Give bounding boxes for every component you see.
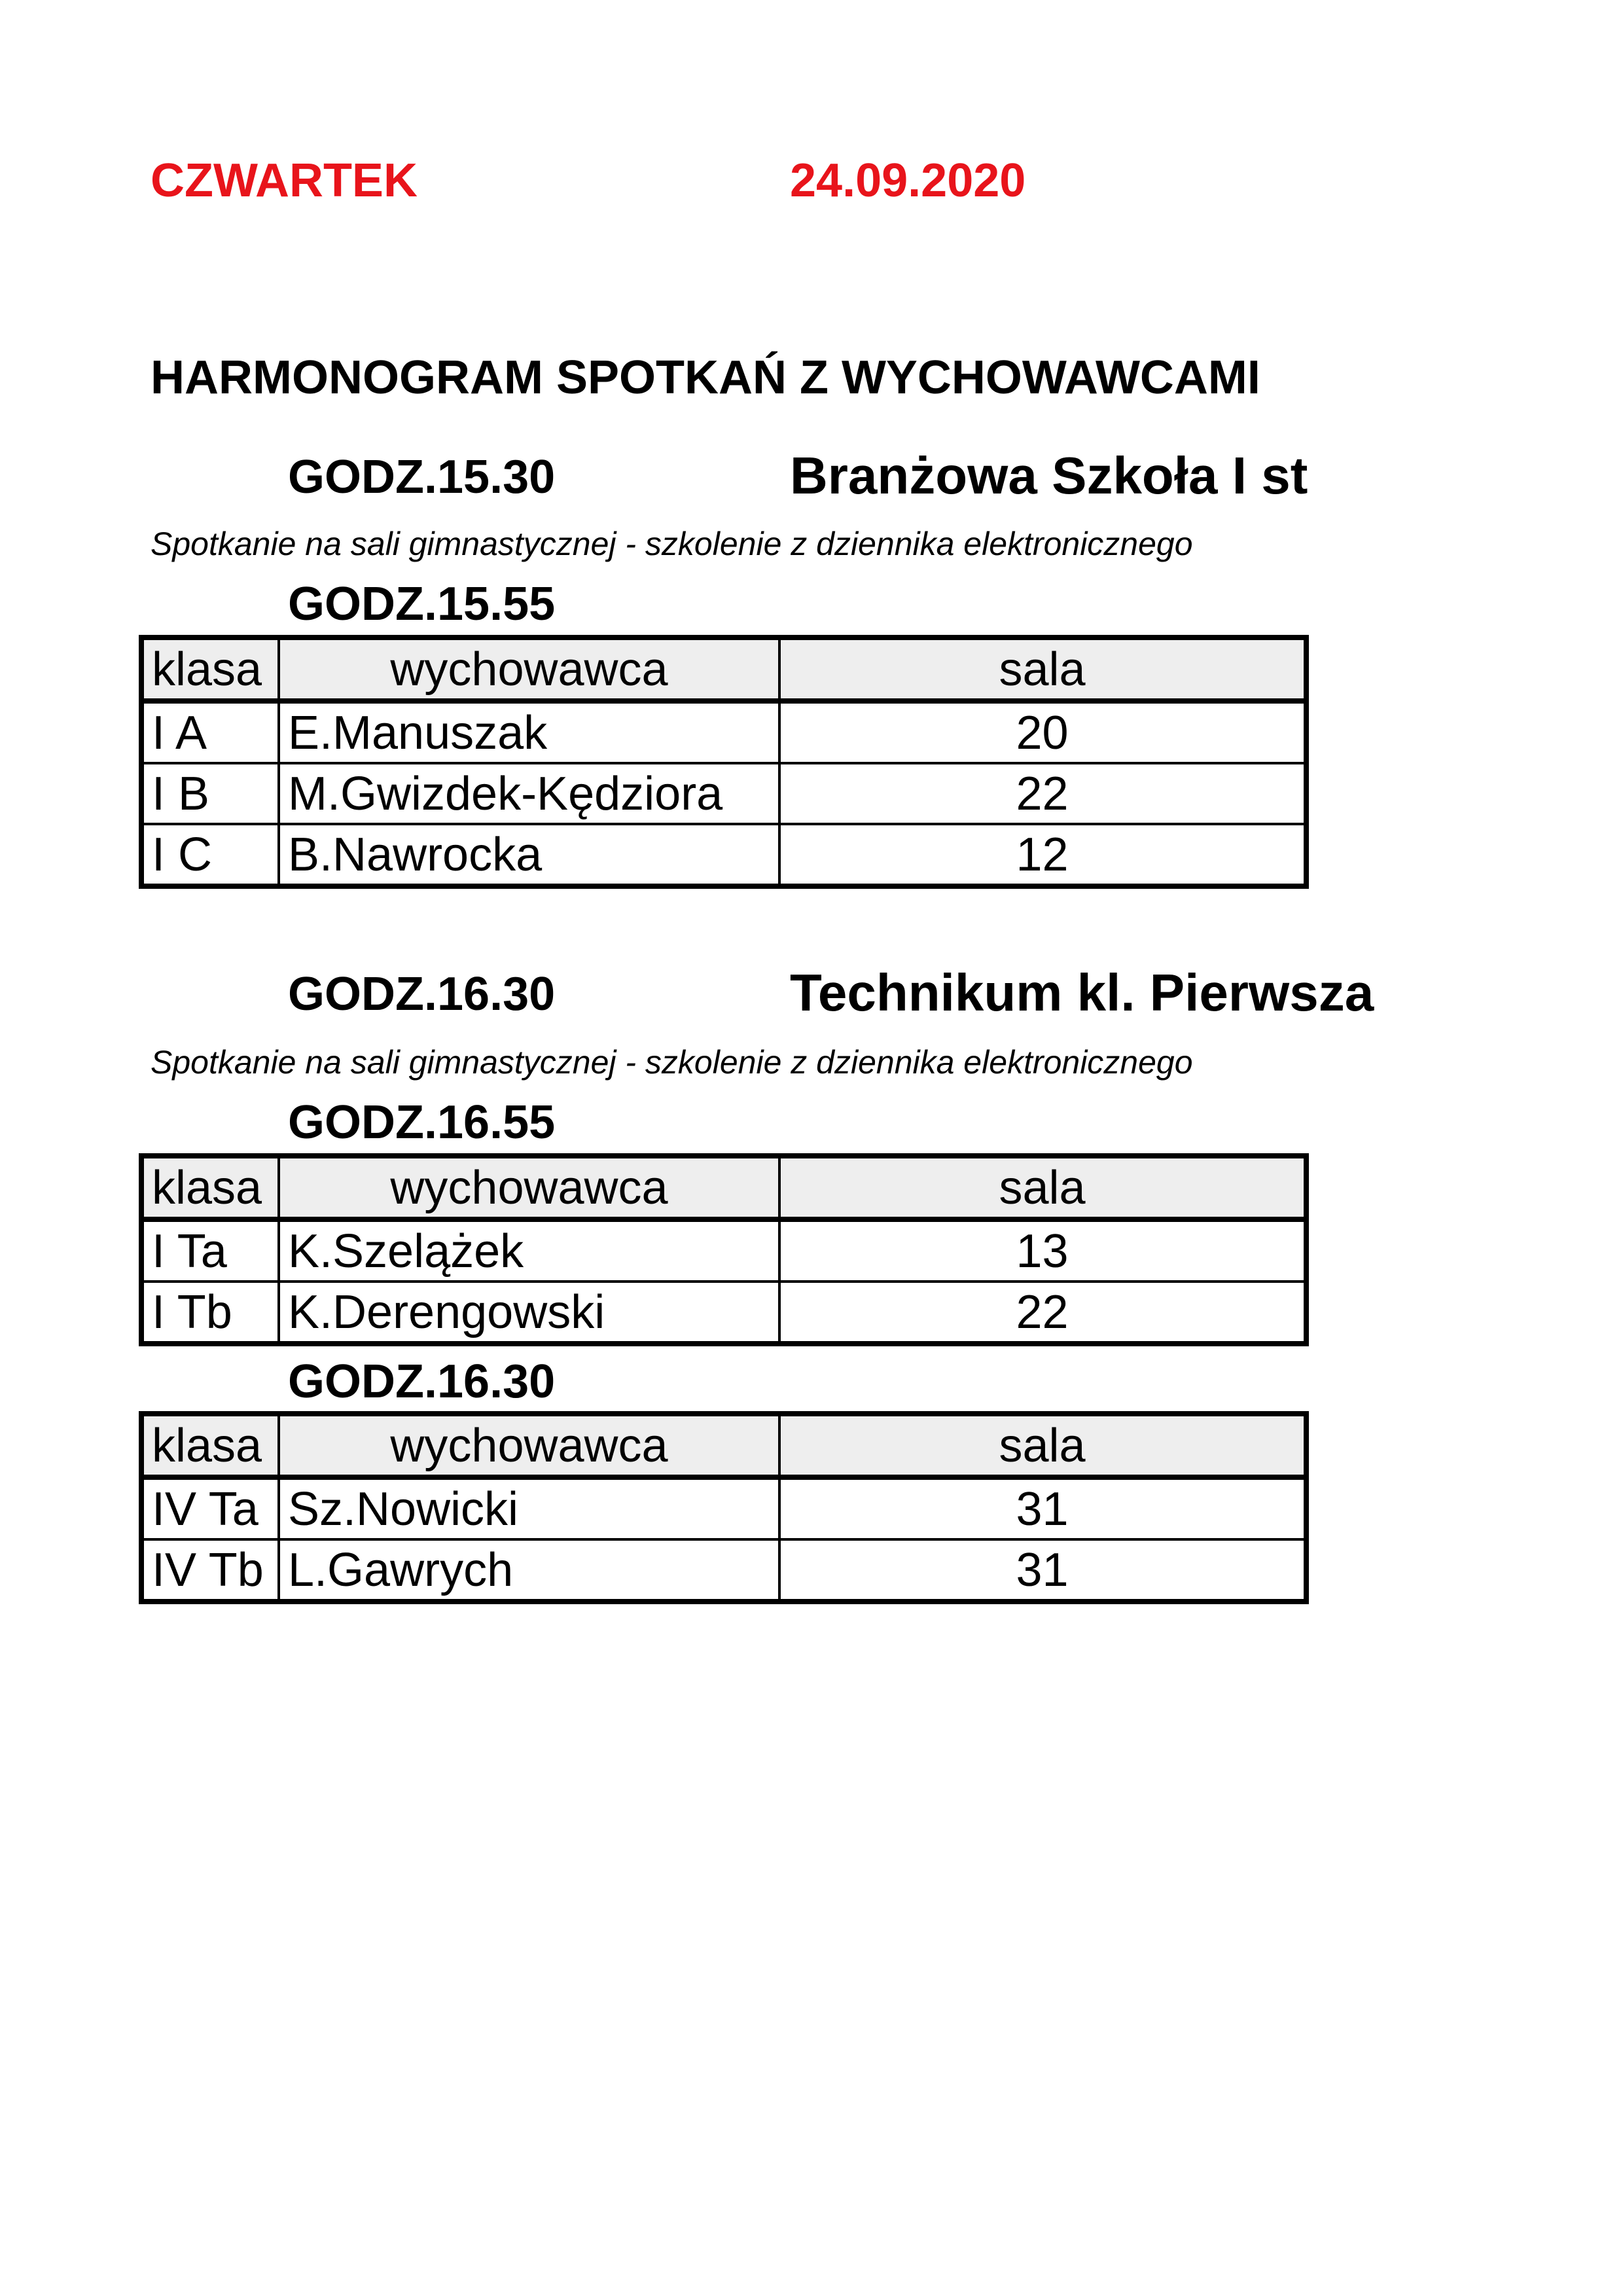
cell-sala: 22 — [779, 1282, 1306, 1344]
cell-sala: 31 — [779, 1539, 1306, 1602]
table-row — [141, 1539, 1306, 1602]
cell-klasa: I B — [141, 763, 279, 824]
cell-sala: 20 — [779, 701, 1306, 763]
cell-klasa: IV Tb — [141, 1539, 279, 1602]
table-row — [141, 1219, 1306, 1282]
section3-table-time: GODZ.16.30 — [288, 1355, 556, 1408]
table-header-row — [141, 1156, 1306, 1219]
date-label: 24.09.2020 — [790, 154, 1026, 207]
cell-klasa: I Ta — [141, 1219, 279, 1282]
table-header-row — [141, 1414, 1306, 1477]
section1-table — [139, 635, 1309, 889]
cell-sala: 31 — [779, 1477, 1306, 1539]
cell-klasa: I A — [141, 701, 279, 763]
header-wychowawca: wychowawca — [279, 1414, 779, 1477]
section2-school: Technikum kl. Pierwsza — [790, 963, 1374, 1022]
cell-wychowawca: B.Nawrocka — [279, 824, 779, 886]
header-sala: sala — [779, 1156, 1306, 1219]
cell-wychowawca: L.Gawrych — [279, 1539, 779, 1602]
header-sala: sala — [779, 1414, 1306, 1477]
cell-wychowawca: M.Gwizdek-Kędziora — [279, 763, 779, 824]
cell-sala: 22 — [779, 763, 1306, 824]
section3-table — [139, 1411, 1309, 1604]
table-header-row — [141, 637, 1306, 701]
section1-note: Spotkanie na sali gimnastycznej - szkolenie z dziennika elektronicznego — [151, 526, 1193, 562]
day-label: CZWARTEK — [151, 154, 418, 207]
table-row — [141, 1282, 1306, 1344]
cell-klasa: I C — [141, 824, 279, 886]
header-wychowawca: wychowawca — [279, 1156, 779, 1219]
table-row — [141, 1477, 1306, 1539]
cell-klasa: I Tb — [141, 1282, 279, 1344]
section2-time: GODZ.16.30 — [288, 968, 556, 1020]
header-wychowawca: wychowawca — [279, 637, 779, 701]
cell-sala: 12 — [779, 824, 1306, 886]
section2-table-time: GODZ.16.55 — [288, 1096, 556, 1149]
cell-klasa: IV Ta — [141, 1477, 279, 1539]
section1-school: Branżowa Szkoła I st — [790, 446, 1308, 505]
section2-table — [139, 1153, 1309, 1346]
cell-sala: 13 — [779, 1219, 1306, 1282]
cell-wychowawca: K.Derengowski — [279, 1282, 779, 1344]
section1-time: GODZ.15.30 — [288, 451, 556, 503]
table-row — [141, 701, 1306, 763]
header-klasa: klasa — [141, 1156, 279, 1219]
cell-wychowawca: Sz.Nowicki — [279, 1477, 779, 1539]
table-row — [141, 824, 1306, 886]
section2-note: Spotkanie na sali gimnastycznej - szkolenie z dziennika elektronicznego — [151, 1044, 1193, 1081]
cell-wychowawca: K.Szelążek — [279, 1219, 779, 1282]
header-klasa: klasa — [141, 1414, 279, 1477]
table-row — [141, 763, 1306, 824]
cell-wychowawca: E.Manuszak — [279, 701, 779, 763]
header-klasa: klasa — [141, 637, 279, 701]
section1-table-time: GODZ.15.55 — [288, 578, 556, 630]
page-title: HARMONOGRAM SPOTKAŃ Z WYCHOWAWCAMI — [151, 351, 1260, 404]
header-sala: sala — [779, 637, 1306, 701]
